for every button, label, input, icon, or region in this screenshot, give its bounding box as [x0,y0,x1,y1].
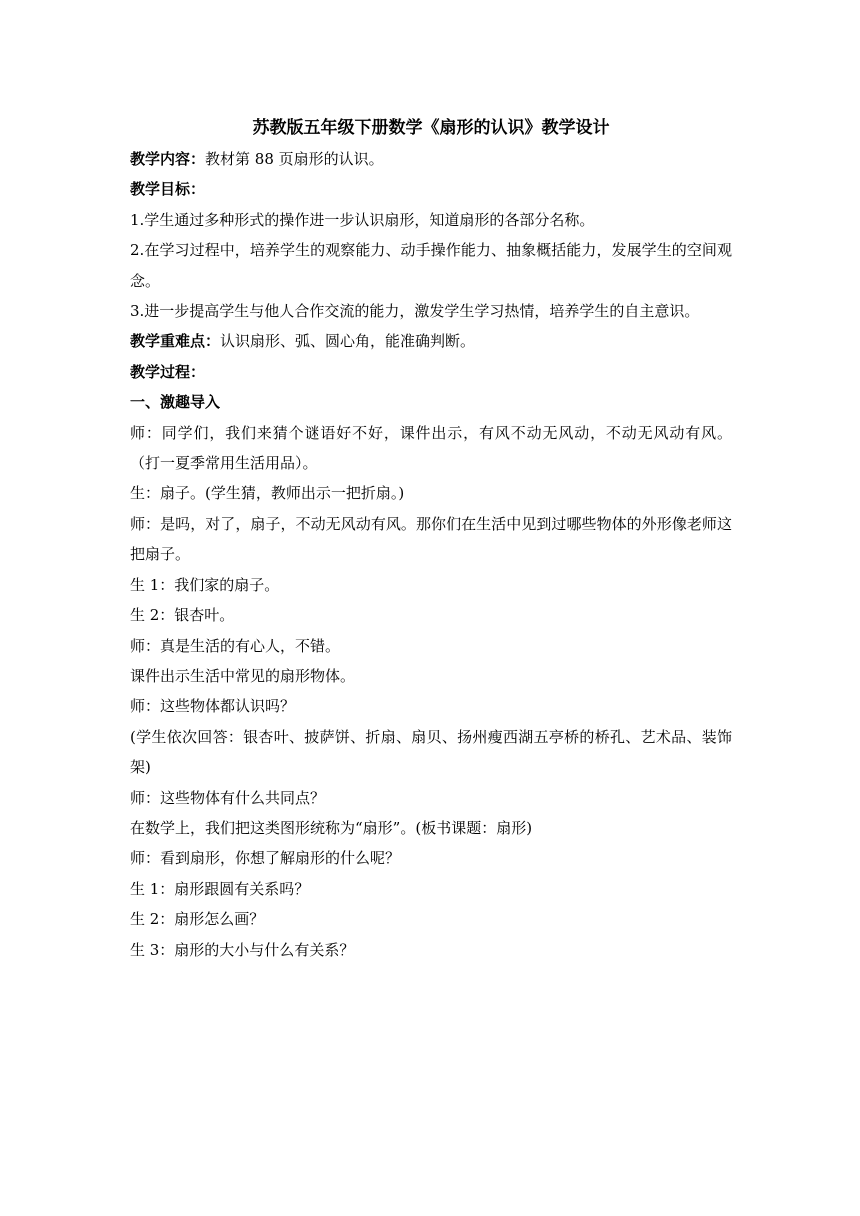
paragraph: (学生依次回答：银杏叶、披萨饼、折扇、扇贝、扬州瘦西湖五亭桥的桥孔、艺术品、装饰架) [130,727,732,777]
paragraph: 生 3：扇形的大小与什么有关系？ [130,940,355,959]
document-title: 苏教版五年级下册数学《扇形的认识》教学设计 [252,118,610,138]
goal-item-1: 1.学生通过多种形式的操作进一步认识扇形，知道扇形的各部分名称。 [130,210,595,229]
goal-item-3: 3.进一步提高学生与他人合作交流的能力，激发学生学习热情，培养学生的自主意识。 [130,302,700,321]
teaching-content-text: 教材第 88 页扇形的认识。 [205,150,384,168]
teaching-process-label: 教学过程： [130,362,206,381]
key-points-label: 教学重难点： [130,332,221,351]
paragraph: 生 2：银杏叶。 [130,606,235,625]
paragraph: 师：这些物体有什么共同点？ [130,788,326,807]
paragraph: 生 1：我们家的扇子。 [130,575,280,594]
key-points [130,326,732,356]
paragraph: 生 1：扇形跟圆有关系吗？ [130,879,310,898]
teaching-goals-label: 教学目标： [130,180,206,199]
section-heading-intro: 一、激趣导入 [130,393,221,412]
document-page [130,112,732,965]
teaching-content-label: 教学内容： [130,150,206,168]
key-points-text: 认识扇形、弧、圆心角，能准确判断。 [220,332,476,351]
paragraph: 师：同学们，我们来猜个谜语好不好，课件出示，有风不动无风动，不动无风动有风。 （打一夏季常用生活用品）。 [130,423,732,473]
paragraph: 在数学上，我们把这类图形统称为“扇形”。(板书课题：扇形) [130,818,533,837]
paragraph: 生：扇子。(学生猜，教师出示一把折扇。) [130,484,405,503]
paragraph: 师：看到扇形，你想了解扇形的什么呢？ [130,849,401,868]
goal-item-2: 2.在学习过程中，培养学生的观察能力、动手操作能力、抽象概括能力，发展学生的空间观念。 [130,241,732,290]
paragraph: 师：这些物体都认识吗？ [130,697,296,716]
paragraph: 师：真是生活的有心人，不错。 [130,636,341,655]
paragraph: 师：是吗，对了，扇子，不动无风动有风。那你们在生活中见到过哪些物体的外形像老师这把扇子。 [130,514,732,564]
teaching-content [130,144,732,174]
paragraph: 生 2：扇形怎么画？ [130,910,265,929]
paragraph: 课件出示生活中常见的扇形物体。 [130,666,356,685]
